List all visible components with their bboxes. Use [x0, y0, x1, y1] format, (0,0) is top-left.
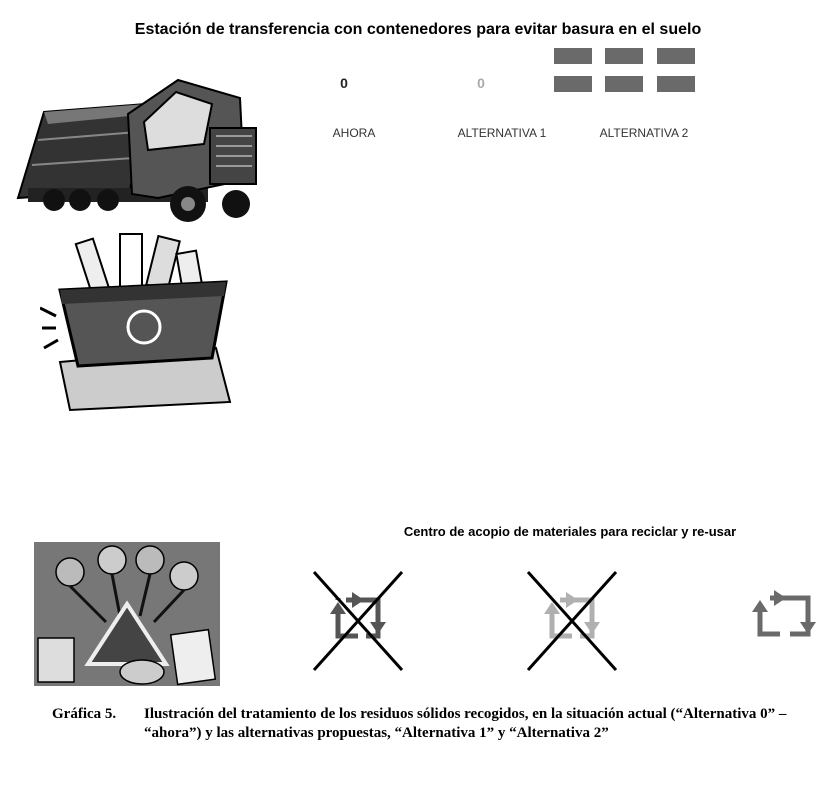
- container-block: [657, 76, 695, 92]
- count-ahora: 0: [340, 75, 348, 91]
- container-block: [605, 48, 643, 64]
- column-label-alternativa-2: ALTERNATIVA 2: [599, 126, 689, 140]
- recycle-symbol-alternativa-2: [752, 588, 816, 644]
- caption-label: Gráfica 5.: [52, 706, 117, 722]
- column-label-ahora: AHORA: [332, 126, 376, 140]
- recycle-symbol-alternativa-1-crossed: [522, 570, 622, 674]
- container-block: [657, 48, 695, 64]
- dump-truck-illustration: [8, 70, 268, 230]
- container-blocks-alternativa-2: [554, 48, 696, 94]
- count-alternativa-1: 0: [477, 75, 485, 91]
- container-block: [605, 76, 643, 92]
- recycling-bin-illustration: [40, 232, 240, 412]
- container-block: [554, 48, 592, 64]
- container-block: [554, 76, 592, 92]
- recycle-symbol-ahora-crossed: [308, 570, 408, 674]
- recycling-collage-illustration: [34, 542, 220, 686]
- caption-text: Ilustración del tratamiento de los residuos sólidos recogidos, en la situación actual (“Alternativa 0” – “ahora”) y las alternativas propuestas, “Alternativa 1” y “Alternativa 2”: [144, 706, 787, 741]
- top-figure-title: Estación de transferencia con contenedores para evitar basura en el suelo: [134, 21, 702, 38]
- bottom-figure-title: Centro de acopio de materiales para reciclar y re-usar: [403, 524, 737, 539]
- column-label-alternativa-1: ALTERNATIVA 1: [457, 126, 547, 140]
